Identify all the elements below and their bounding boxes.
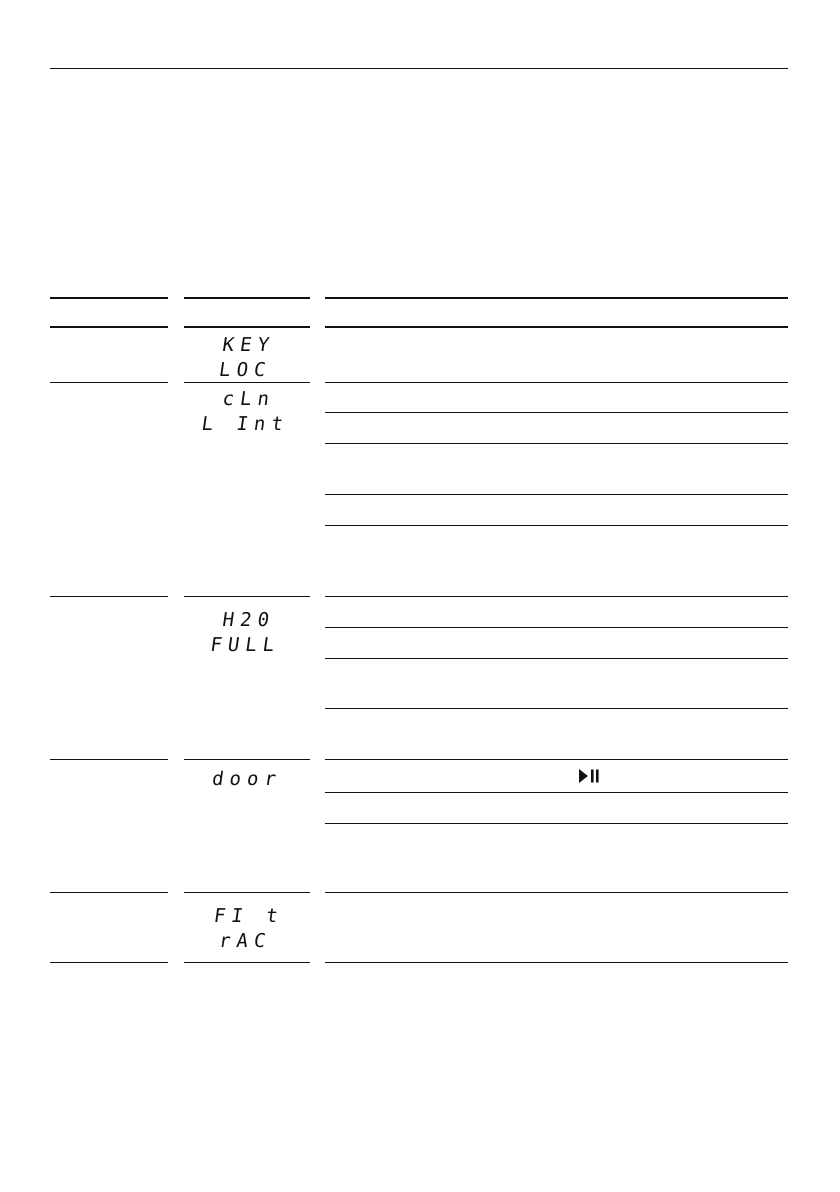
- table-subheader-rule-col3: [325, 326, 788, 328]
- display-code-h20-full: [180, 608, 313, 658]
- sub-row-rule: [325, 792, 788, 793]
- row-rule: [50, 892, 168, 893]
- row-rule: [325, 596, 788, 597]
- header-rule: [50, 68, 788, 69]
- table-subheader-rule-col2: [184, 326, 310, 328]
- row-rule: [184, 759, 310, 760]
- sub-row-rule: [325, 627, 788, 628]
- display-line: door: [210, 768, 284, 790]
- sub-row-rule: [325, 412, 788, 413]
- row-rule: [184, 596, 310, 597]
- table-bottom-rule: [50, 962, 168, 963]
- display-code-cln-lint: [180, 387, 313, 437]
- table-subheader-rule-col1: [50, 326, 168, 328]
- row-rule: [325, 892, 788, 893]
- sub-row-rule: [325, 525, 788, 526]
- table-header-rule-col1: [50, 297, 168, 299]
- table-header-rule-col3: [325, 297, 788, 299]
- display-code-fit-rac: [180, 904, 313, 954]
- display-line: cLn: [221, 388, 277, 410]
- row-rule: [325, 382, 788, 383]
- sub-row-rule: [325, 494, 788, 495]
- play-pause-icon: [578, 768, 600, 784]
- table-bottom-rule: [184, 962, 310, 963]
- display-line: FULL: [208, 634, 282, 656]
- display-code-key-loc: [180, 333, 313, 383]
- sub-row-rule: [325, 708, 788, 709]
- display-code-door: [182, 767, 312, 792]
- display-line: rAC: [217, 930, 274, 952]
- sub-row-rule: [325, 443, 788, 444]
- row-rule: [325, 759, 788, 760]
- sub-row-rule: [325, 823, 788, 824]
- row-rule: [50, 596, 168, 597]
- display-line: FI t: [212, 905, 286, 927]
- display-line: L Int: [200, 413, 291, 435]
- display-line: LOC: [217, 359, 274, 381]
- sub-row-rule: [325, 658, 788, 659]
- display-line: KEY: [221, 334, 277, 356]
- row-rule: [50, 759, 168, 760]
- table-bottom-rule: [325, 962, 788, 963]
- row-rule: [184, 382, 310, 383]
- display-line: H20: [221, 609, 277, 631]
- table-header-rule-col2: [184, 297, 310, 299]
- row-rule: [184, 892, 310, 893]
- row-rule: [50, 382, 168, 383]
